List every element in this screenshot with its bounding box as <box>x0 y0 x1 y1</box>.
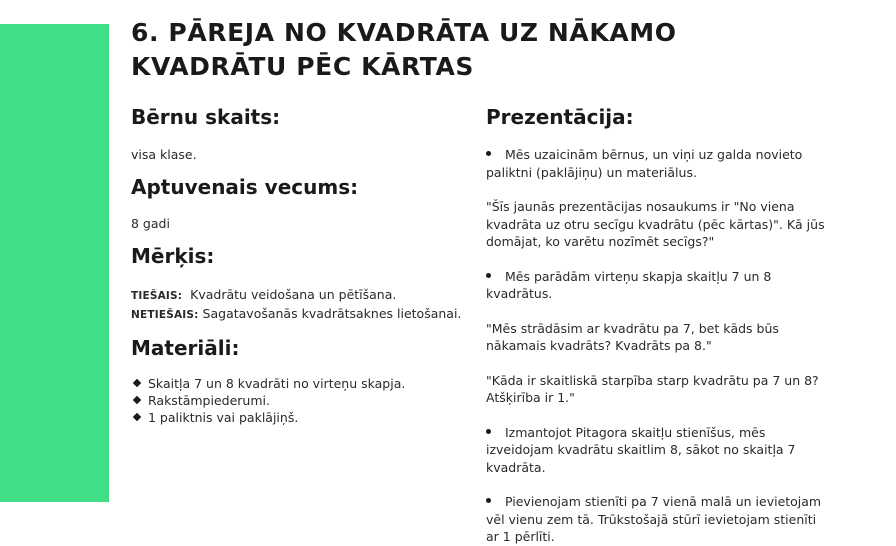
bullet-dot-icon <box>486 273 491 278</box>
accent-bar <box>0 24 109 502</box>
diamond-bullet-icon <box>133 396 141 404</box>
list-item: Rakstāmpiederumi. <box>131 392 461 409</box>
bullet-dot-icon <box>486 498 491 503</box>
children-count-value: visa klase. <box>131 147 197 162</box>
age-heading: Aptuvenais vecums: <box>131 175 359 199</box>
materials-list <box>131 375 461 426</box>
right-column <box>486 103 831 546</box>
list-item: 1 paliktnis vai paklājiņš. <box>131 409 461 426</box>
presentation-step: Izmantojot Pitagora skaitļu stienīšus, mēs izveidojam kvadrātu skaitlim 8, sākot no skaitļa 7 kvadrāta. <box>486 424 796 475</box>
goals-heading: Mērķis: <box>131 244 215 268</box>
children-count-heading: Bērnu skaits: <box>131 105 281 129</box>
goal-indirect <box>131 305 461 324</box>
goal-indirect-label: NETIEŠAIS: <box>131 309 199 321</box>
materials-heading: Materiāli: <box>131 336 240 360</box>
presentation-heading: Prezentācija: <box>486 105 634 129</box>
presentation-quote: "Mēs strādāsim ar kvadrātu pa 7, bet kāds būs nākamais kvadrāts? Kvadrāts pa 8." <box>486 320 779 353</box>
presentation-quote: "Šīs jaunās prezentācijas nosaukums ir "No viena kvadrāta uz otru secīgu kvadrātu (pēc kārtas)". Kā jūs domājat, ko varētu nozīmēt secīgs?" <box>486 199 825 249</box>
bullet-dot-icon <box>486 429 491 434</box>
list-item: Skaitļa 7 un 8 kvadrāti no virteņu skapja. <box>131 375 461 392</box>
page-title: 6. PĀREJA NO KVADRĀTA UZ NĀKAMO KVADRĀTU PĒC KĀRTAS <box>131 18 677 81</box>
presentation-step: Mēs parādām virteņu skapja skaitļu 7 un 8 kvadrātus. <box>486 268 772 301</box>
presentation-step: Mēs uzaicinām bērnus, un viņi uz galda novieto paliktni (paklājiņu) un materiālus. <box>486 147 803 180</box>
bullet-dot-icon <box>486 151 491 156</box>
goal-indirect-text: Sagatavošanās kvadrātsaknes lietošanai. <box>202 306 462 321</box>
presentation-quote: "Kāda ir skaitliskā starpība starp kvadrātu pa 7 un 8? Atšķirība ir 1." <box>486 372 819 405</box>
age-value: 8 gadi <box>131 216 170 231</box>
goal-direct <box>131 286 461 305</box>
diamond-bullet-icon <box>133 379 141 387</box>
left-column <box>131 103 461 426</box>
presentation-step: Pievienojam stienīti pa 7 vienā malā un ievietojam vēl vienu zem tā. Trūkstošajā stūrī ievietojam stienīti ar 1 pērlīti. <box>486 494 822 544</box>
diamond-bullet-icon <box>133 413 141 421</box>
goal-direct-label: TIEŠAIS: <box>131 290 183 302</box>
goal-direct-text: Kvadrātu veidošana un pētīšana. <box>190 287 397 302</box>
